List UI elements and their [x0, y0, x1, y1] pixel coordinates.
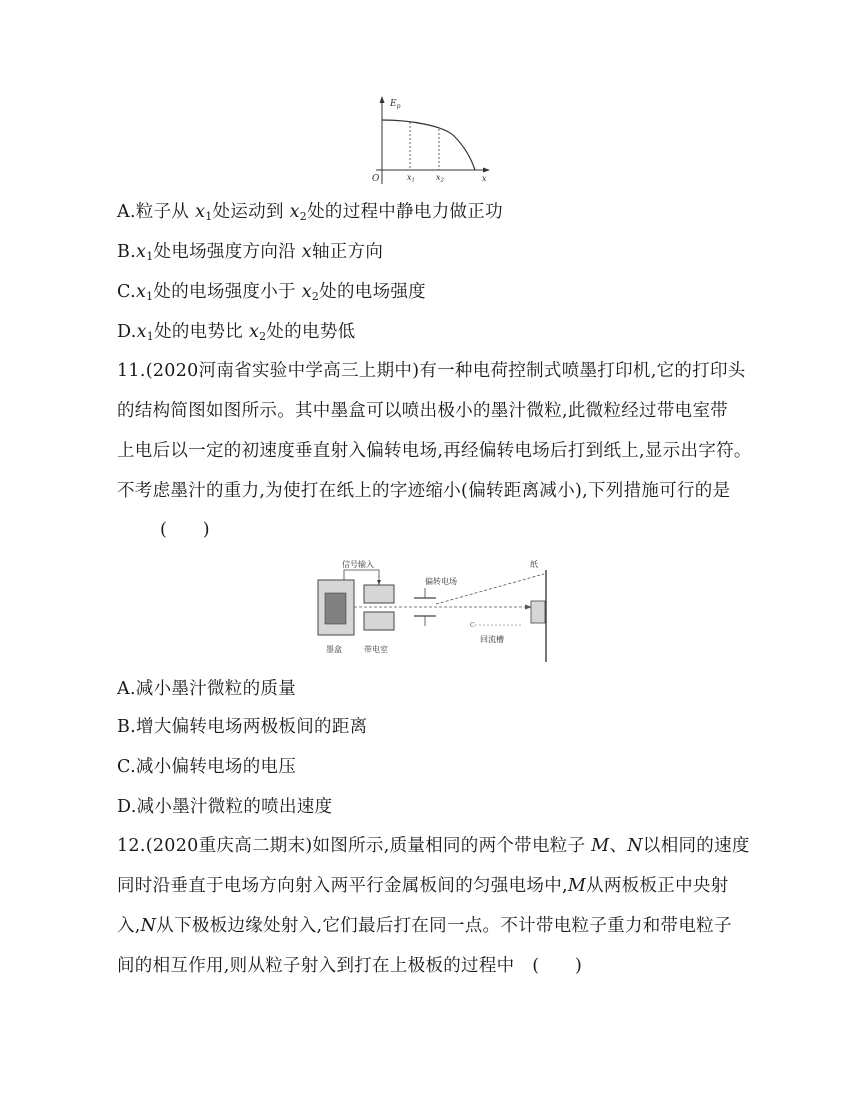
- x-axis-arrow: [483, 168, 490, 173]
- ink-box-inner: [325, 593, 346, 624]
- q12-stem-line-2: 同时沿垂直于电场方向射入两平行金属板间的匀强电场中,M从两板板正中央射: [117, 876, 729, 896]
- signal-arrow: [377, 580, 381, 585]
- q10-option-a: A.粒子从 $x_1$处运动到 $x_2$处的过程中静电力做正功: [117, 202, 503, 223]
- q11-stem-line-2: 的结构简图如图所示。其中墨盒可以喷出极小的墨汁微粒,此微粒经过带电室带: [117, 401, 729, 421]
- x-axis-label: x: [482, 174, 487, 183]
- charging-plate-top: [364, 585, 394, 603]
- q12-stem-line-3: 入,N从下极板边缘处射入,它们最后打在同一点。不计带电粒子重力和带电粒子: [117, 916, 732, 936]
- x2-label: x2: [436, 173, 445, 184]
- q10-option-b: $B.x_1$处电场强度方向沿 x轴正方向: [117, 242, 384, 263]
- charging-plate-bottom: [364, 612, 394, 630]
- q11-option-c: C.减小偏转电场的电压: [117, 757, 297, 777]
- origin-label: O: [372, 174, 380, 184]
- potential-energy-graph: [366, 92, 496, 188]
- y-axis-label: $E_p$: [390, 99, 401, 110]
- ink-box-label: 墨盒: [326, 645, 342, 654]
- inkjet-printer-diagram: [312, 556, 552, 664]
- gutter-box: [531, 601, 545, 623]
- q11-option-b: B.增大偏转电场两极板间的距离: [117, 717, 368, 737]
- y-axis-arrow: [380, 96, 385, 103]
- charging-chamber-label: 带电室: [364, 645, 388, 654]
- signal-input-label: 信号输入: [342, 560, 374, 569]
- gutter-label: 回流槽: [480, 635, 504, 644]
- paper-label: 纸: [530, 560, 538, 569]
- gutter-c-mark: C: [470, 622, 475, 629]
- q12-stem-line-4: 间的相互作用,则从粒子射入到打在上极板的过程中 ( ): [117, 956, 583, 976]
- q11-stem-line-4: 不考虑墨汁的重力,为使打在纸上的字迹缩小(偏转距离减小),下列措施可行的是: [117, 481, 731, 501]
- q11-stem-line-1: 11.(2020河南省实验中学高三上期中)有一种电荷控制式喷墨打印机,它的打印头: [117, 361, 746, 381]
- deflection-field-label: 偏转电场: [425, 577, 457, 586]
- q10-option-c: $C.x_1$处的电场强度小于 $x_2$处的电场强度: [117, 282, 426, 303]
- ep-curve: [382, 120, 475, 170]
- x1-label: x1: [407, 173, 416, 184]
- q11-stem-line-3: 上电后以一定的初速度垂直射入偏转电场,再经偏转电场后打到纸上,显示出字符。: [117, 441, 752, 461]
- q12-stem-line-1: 12.(2020重庆高二期末)如图所示,质量相同的两个带电粒子 M、N以相同的速度: [117, 836, 750, 856]
- q11-answer-bracket: ( ): [160, 520, 210, 540]
- q10-option-d: $D.x_1$处的电势比 $x_2$处的电势低: [117, 322, 356, 343]
- q11-option-a: A.减小墨汁微粒的质量: [117, 679, 296, 699]
- q11-option-d: D.减小墨汁微粒的喷出速度: [117, 797, 333, 817]
